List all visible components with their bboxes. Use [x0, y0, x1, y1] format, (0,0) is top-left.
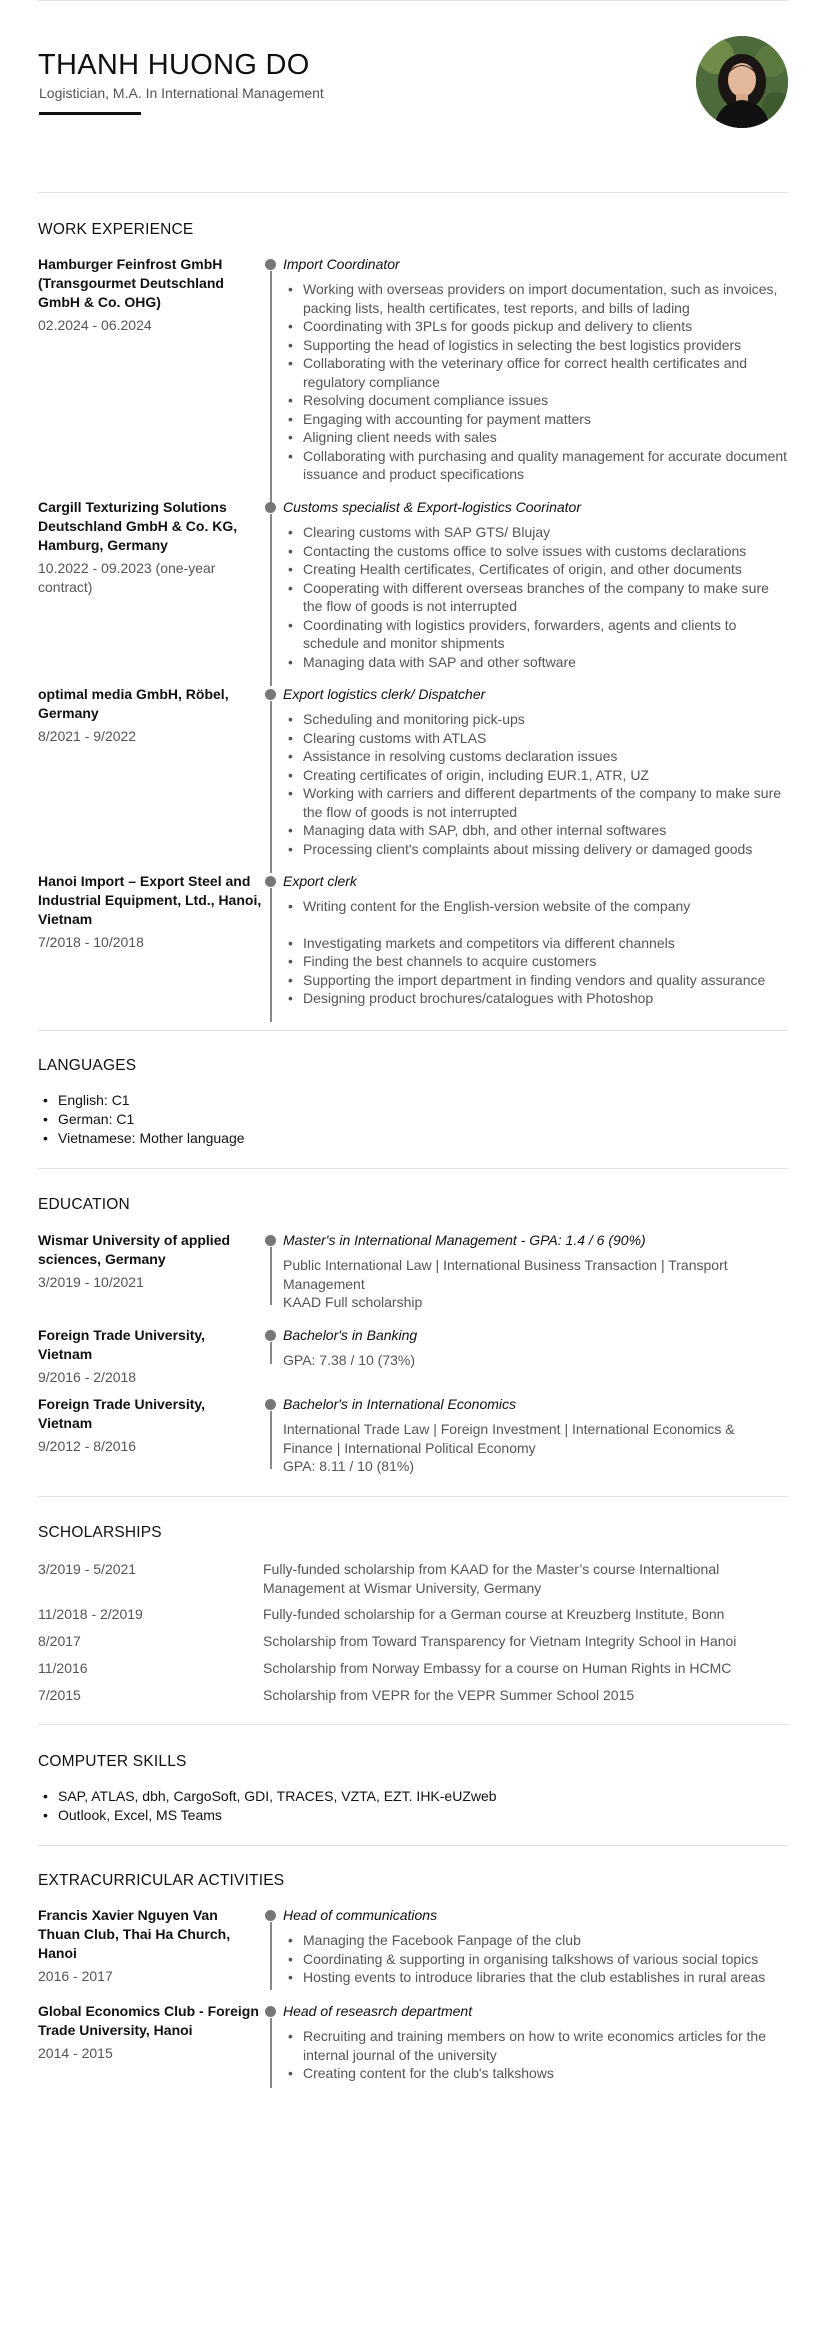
list-item: • Designing product brochures/catalogues with Photoshop [283, 989, 788, 1008]
list-item: • Coordinating & supporting in organising talkshows of various social topics [283, 1950, 788, 1969]
scholarship-date: 3/2019 - 5/2021 [38, 1561, 137, 1577]
section-title-languages: LANGUAGES [38, 1057, 137, 1074]
list-item: • Aligning client needs with sales [283, 428, 788, 447]
candidate-subtitle: Logistician, M.A. In International Management [39, 85, 324, 101]
list-item: • Supporting the head of logistics in selecting the best logistics providers [283, 336, 788, 355]
list-item: • Scheduling and monitoring pick-ups [283, 710, 788, 729]
list-item: • Supporting the import department in finding vendors and quality assurance [283, 971, 788, 990]
scholarship-text: Fully-funded scholarship from KAAD for the Master’s course Internaltional Management at Wismar University, Germany [263, 1561, 720, 1596]
activity-dates: 2014 - 2015 [38, 2045, 113, 2061]
section-divider [38, 1168, 788, 1169]
list-item: • Managing data with SAP, dbh, and other internal softwares [283, 821, 788, 840]
work-org: Hanoi Import – Export Steel and Industrial Equipment, Ltd., Hanoi, Vietnam [38, 873, 262, 927]
list-item: • SAP, ATLAS, dbh, CargoSoft, GDI, TRACES, VZTA, EZT. IHK-eUZweb [38, 1787, 497, 1806]
work-dates: 02.2024 - 06.2024 [38, 317, 152, 333]
list-item: • Cooperating with different overseas branches of the company to make sure the flow of goods is not interrupted [283, 579, 788, 616]
list-item: • Resolving document compliance issues [283, 391, 788, 410]
work-role: Customs specialist & Export-logistics Coorinator [283, 499, 581, 515]
timeline-dot [265, 1235, 276, 1246]
work-dates: 8/2021 - 9/2022 [38, 728, 137, 744]
education-degree: Bachelor's in Banking [283, 1327, 418, 1343]
timeline-line [270, 888, 272, 1022]
list-item: • Managing data with SAP and other software [283, 653, 788, 672]
scholarship-text: Scholarship from VEPR for the VEPR Summer School 2015 [263, 1687, 635, 1703]
activity-bullets [268, 1931, 788, 1987]
work-bullets [268, 710, 788, 858]
list-item: • Creating Health certificates, Certificates of origin, and other documents [283, 560, 788, 579]
education-details: KAAD Full scholarship [283, 1294, 423, 1310]
skills-list [38, 1787, 497, 1825]
education-org: Foreign Trade University, Vietnam [38, 1396, 206, 1431]
section-divider [38, 1030, 788, 1031]
section-divider [38, 192, 788, 193]
list-item: • Clearing customs with SAP GTS/ Blujay [283, 523, 788, 542]
scholarship-text: Scholarship from Norway Embassy for a course on Human Rights in HCMC [263, 1660, 732, 1676]
education-details: GPA: 7.38 / 10 (73%) [283, 1352, 416, 1368]
list-item: • Engaging with accounting for payment matters [283, 410, 788, 429]
list-item: • German: C1 [38, 1110, 245, 1129]
list-item: • English: C1 [38, 1091, 245, 1110]
education-org: Foreign Trade University, Vietnam [38, 1327, 206, 1362]
activity-role: Head of communications [283, 1907, 438, 1923]
timeline-line [270, 271, 272, 507]
section-title-skills: COMPUTER SKILLS [38, 1753, 187, 1770]
scholarship-date: 11/2016 [38, 1660, 88, 1676]
scholarship-text: Scholarship from Toward Transparency for Vietnam Integrity School in Hanoi [263, 1633, 737, 1649]
work-dates: 10.2022 - 09.2023 (one-year contract) [38, 560, 216, 595]
list-item: • Contacting the customs office to solve issues with customs declarations [283, 542, 788, 561]
section-title-work: WORK EXPERIENCE [38, 221, 194, 238]
timeline-dot [265, 259, 276, 270]
work-bullets [268, 280, 788, 484]
timeline-dot [265, 1910, 276, 1921]
profile-photo [696, 36, 788, 128]
list-item: • Recruiting and training members on how to write economics articles for the internal journal of the university [283, 2027, 788, 2064]
list-item: • Working with carriers and different departments of the company to make sure the flow of goods is not interrupted [283, 784, 788, 821]
work-org: Hamburger Feinfrost GmbH (Transgourmet Deutschland GmbH & Co. OHG) [38, 256, 224, 310]
activity-org: Francis Xavier Nguyen Van Thuan Club, Thai Ha Church, Hanoi [38, 1907, 231, 1961]
timeline-line [270, 701, 272, 873]
list-item: • Outlook, Excel, MS Teams [38, 1806, 497, 1825]
languages-list [38, 1091, 245, 1148]
section-title-education: EDUCATION [38, 1196, 130, 1213]
work-bullets [268, 897, 788, 1008]
list-item: • Finding the best channels to acquire customers [283, 952, 788, 971]
list-item: • Collaborating with purchasing and quality management for accurate document issuance and product specifications [283, 447, 788, 484]
timeline-dot [265, 876, 276, 887]
work-dates: 7/2018 - 10/2018 [38, 934, 144, 950]
timeline-line [270, 2018, 272, 2088]
education-org: Wismar University of applied sciences, Germany [38, 1232, 231, 1267]
timeline-line [270, 1342, 272, 1364]
candidate-name: THANH HUONG DO [38, 49, 310, 81]
timeline-dot [265, 689, 276, 700]
education-dates: 3/2019 - 10/2021 [38, 1274, 144, 1290]
education-dates: 9/2016 - 2/2018 [38, 1369, 137, 1385]
section-title-scholarships: SCHOLARSHIPS [38, 1524, 162, 1541]
education-details: Public International Law | International Business Transaction | Transport Management [283, 1257, 728, 1292]
list-item: • Clearing customs with ATLAS [283, 729, 788, 748]
education-details: GPA: 8.11 / 10 (81%) [283, 1458, 414, 1474]
name-underline [39, 112, 141, 115]
list-item: • Coordinating with 3PLs for goods pickup and delivery to clients [283, 317, 788, 336]
timeline-line [270, 1247, 272, 1305]
list-item: • Coordinating with logistics providers, forwarders, agents and clients to schedule and monitor shipments [283, 616, 788, 653]
list-item: • Managing the Facebook Fanpage of the club [283, 1931, 788, 1950]
timeline-dot [265, 2006, 276, 2017]
activity-org: Global Economics Club - Foreign Trade University, Hanoi [38, 2003, 259, 2038]
list-item: • Processing client's complaints about missing delivery or damaged goods [283, 840, 788, 859]
list-item: • Hosting events to introduce libraries that the club establishes in rural areas [283, 1968, 788, 1987]
work-role: Export clerk [283, 873, 357, 889]
section-divider [38, 1496, 788, 1497]
list-item: • Investigating markets and competitors via different channels [283, 934, 788, 953]
timeline-dot [265, 1399, 276, 1410]
section-title-extracurricular: EXTRACURRICULAR ACTIVITIES [38, 1872, 285, 1889]
list-item: • Creating content for the club's talkshows [283, 2064, 788, 2083]
timeline-dot [265, 502, 276, 513]
scholarship-text: Fully-funded scholarship for a German course at Kreuzberg Institute, Bonn [263, 1606, 725, 1622]
education-degree: Bachelor's in International Economics [283, 1396, 517, 1412]
education-dates: 9/2012 - 8/2016 [38, 1438, 137, 1454]
activity-dates: 2016 - 2017 [38, 1968, 113, 1984]
work-bullets [268, 523, 788, 671]
timeline-line [270, 1411, 272, 1469]
section-divider [38, 1845, 788, 1846]
work-role: Export logistics clerk/ Dispatcher [283, 686, 486, 702]
timeline-line [270, 514, 272, 686]
list-item: • Assistance in resolving customs declaration issues [283, 747, 788, 766]
scholarship-date: 7/2015 [38, 1687, 81, 1703]
list-item: • Vietnamese: Mother language [38, 1129, 245, 1148]
list-item: • Creating certificates of origin, including EUR.1, ATR, UZ [283, 766, 788, 785]
timeline-line [270, 1922, 272, 1990]
scholarship-date: 11/2018 - 2/2019 [38, 1606, 143, 1622]
work-org: optimal media GmbH, Röbel, Germany [38, 686, 229, 721]
activity-bullets [268, 2027, 788, 2083]
list-item: • Collaborating with the veterinary office for correct health certificates and regulatory compliance [283, 354, 788, 391]
timeline-dot [265, 1330, 276, 1341]
top-divider [38, 0, 788, 1]
list-item: • Working with overseas providers on import documentation, such as invoices, packing lists, health certificates, test reports, and bills of lading [283, 280, 788, 317]
list-item: • Writing content for the English-version website of the company [283, 897, 788, 916]
education-details: International Trade Law | Foreign Investment | International Economics & Finance | International Political Economy [283, 1421, 735, 1456]
work-org: Cargill Texturizing Solutions Deutschland GmbH & Co. KG, Hamburg, Germany [38, 499, 238, 553]
work-role: Import Coordinator [283, 256, 400, 272]
education-degree: Master's in International Management - GPA: 1.4 / 6 (90%) [283, 1232, 646, 1248]
portrait-image [696, 36, 788, 128]
activity-role: Head of reseasrch department [283, 2003, 473, 2019]
scholarship-date: 8/2017 [38, 1633, 81, 1649]
section-divider [38, 1724, 788, 1725]
